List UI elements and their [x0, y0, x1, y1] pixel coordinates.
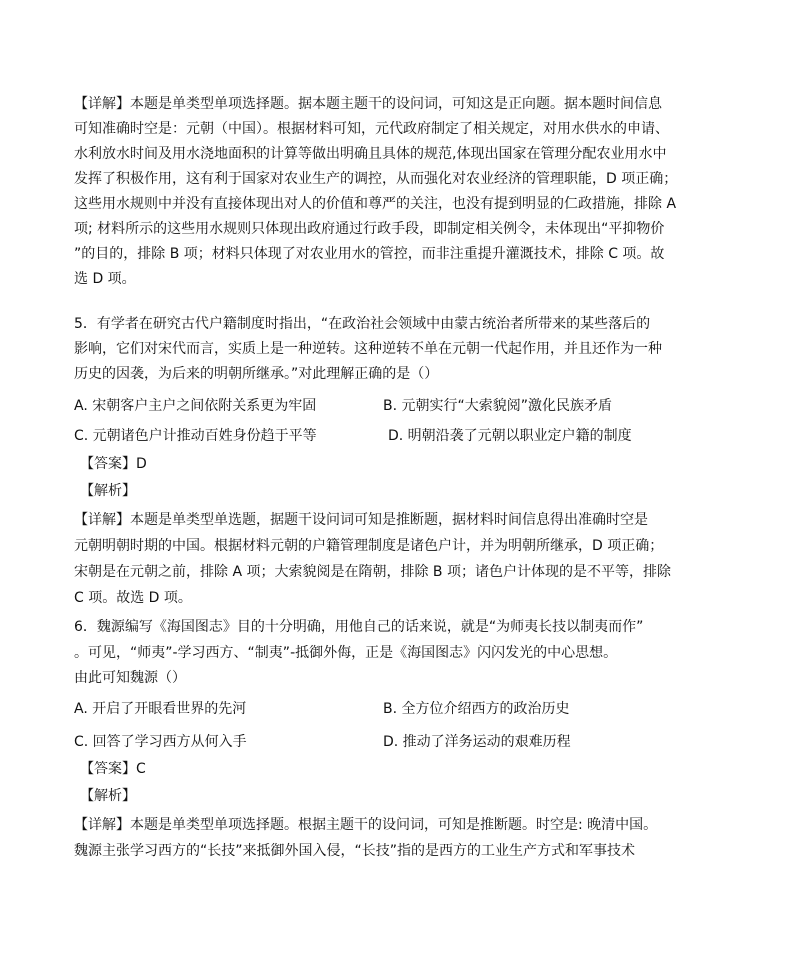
explanation-line: 选 D 项。	[74, 271, 136, 287]
question-5-answer: 【答案】D	[80, 456, 147, 472]
explanation-line: 可知准确时空是：元朝（中国）。根据材料可知，元代政府制定了相关规定，对用水供水的申请、	[74, 121, 669, 137]
question-6-stem: 由此可知魏源（）	[74, 670, 186, 686]
question-5-option-b: B. 元朝实行“大索貌阅”激化民族矛盾	[383, 398, 613, 414]
question-6-option-d: D. 推动了洋务运动的艰难历程	[383, 734, 571, 750]
question-6-detail: 魏源主张学习西方的“长技”来抵御外国入侵，“长技”指的是西方的工业生产方式和军事技术	[74, 843, 636, 859]
question-5-option-d: D. 明朝沿袭了元朝以职业定户籍的制度	[388, 428, 632, 444]
question-5-detail: C 项。故选 D 项。	[74, 590, 192, 606]
question-6-option-b: B. 全方位介绍西方的政治历史	[383, 701, 570, 717]
question-6-answer: 【答案】C	[80, 761, 146, 777]
question-5-stem: 影响，它们对宋代而言，实质上是一种逆转。这种逆转不单在元朝一代起作用，并且还作为一种	[74, 341, 662, 357]
question-6-option-c: C. 回答了学习西方从何入手	[74, 734, 247, 750]
explanation-line: 【详解】本题是单类型单项选择题。据本题主题干的设问词，可知这是正向题。据本题时间信息	[74, 96, 662, 112]
explanation-line: 这些用水规则中并没有直接体现出对人的价值和尊严的关注，也没有提到明显的仁政措施，排除 A	[74, 196, 677, 212]
question-6-option-a: A. 开启了开眼看世界的先河	[74, 701, 247, 717]
question-5-detail: 【详解】本题是单类型单选题，据题干设问词可知是推断题，据材料时间信息得出准确时空是	[74, 512, 648, 528]
explanation-line: 发挥了积极作用，这有利于国家对农业生产的调控，从而强化对农业经济的管理职能，D 项正确；	[74, 171, 678, 187]
question-5-analysis-heading: 【解析】	[80, 483, 136, 499]
question-6-detail: 【详解】本题是单类型单项选择题。根据主题干的设问词，可知是推断题。时空是: 晚清中国。	[74, 817, 658, 833]
question-5-detail: 宋朝是在元朝之前，排除 A 项；大索貌阅是在隋朝，排除 B 项；诸色户计体现的是不平等，排除	[74, 564, 671, 580]
explanation-line: 项; 材料所示的这些用水规则只体现出政府通过行政手段，即制定相关例令，未体现出“平抑物价	[74, 221, 665, 237]
question-6-stem: 6．魏源编写《海国图志》目的十分明确，用他自己的话来说，就是“为师夷长技以制夷而作”	[74, 619, 644, 635]
question-5-stem: 5．有学者在研究古代户籍制度时指出，“在政治社会领域中由蒙古统治者所带来的某些落后的	[74, 316, 651, 332]
question-6-stem: 。可见，“师夷”-学习西方、“制夷”-抵御外侮，正是《海国图志》闪闪发光的中心思想。	[74, 645, 618, 661]
explanation-line: ”的目的，排除 B 项；材料只体现了对农业用水的管控，而非注重提升灌溉技术，排除 C 项。故	[74, 246, 665, 262]
question-5-stem: 历史的因袭，为后来的明朝所继承。”对此理解正确的是（）	[74, 366, 439, 382]
explanation-line: 水利放水时间及用水浇地面积的计算等做出明确且具体的规范,体现出国家在管理分配农业用水中	[74, 146, 667, 162]
question-5-detail: 元朝明朝时期的中国。根据材料元朝的户籍管理制度是诸色户计，并为明朝所继承，D 项正确；	[74, 538, 664, 554]
question-5-option-a: A. 宋朝客户主户之间依附关系更为牢固	[74, 398, 317, 414]
question-6-analysis-heading: 【解析】	[80, 788, 136, 804]
question-5-option-c: C. 元朝诸色户计推动百姓身份趋于平等	[74, 428, 317, 444]
